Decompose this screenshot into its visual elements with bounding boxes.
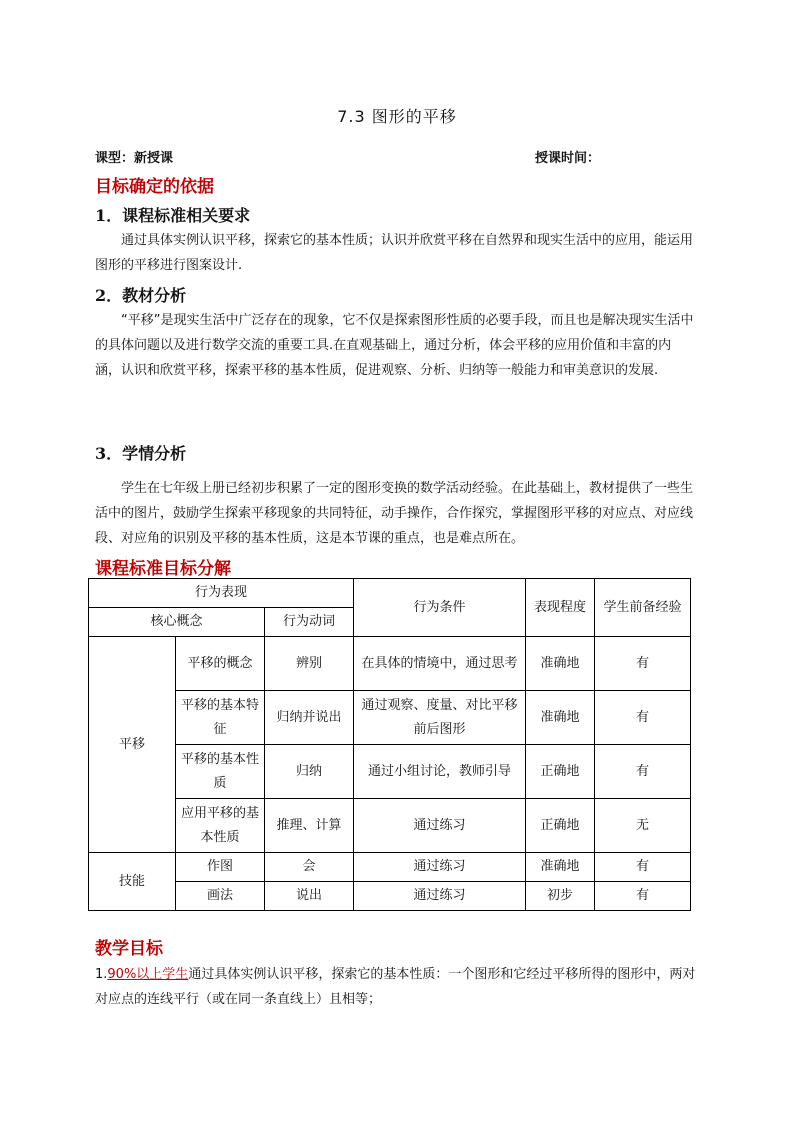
cell-verb: 辨别 [265,637,354,691]
cell-concept: 应用平移的基本性质 [176,799,265,853]
section-heading-decomposition: 课程标准目标分解 [95,559,231,579]
group-translation: 平移 [89,637,176,853]
cell-degree: 准确地 [526,637,595,691]
cell-prior: 无 [595,799,691,853]
table-row [89,882,691,911]
subheading-textbook: 2．教材分析 [95,286,187,305]
section-heading-basis: 目标确定的依据 [95,177,214,197]
teaching-goal-1 [95,962,705,1012]
cell-degree: 正确地 [526,799,595,853]
cell-concept: 平移的概念 [176,637,265,691]
cell-condition: 在具体的情境中，通过思考 [354,637,526,691]
header-core: 核心概念 [89,608,265,637]
cell-verb: 推理、计算 [265,799,354,853]
cell-prior: 有 [595,853,691,882]
cell-condition: 通过练习 [354,853,526,882]
paragraph-students: 学生在七年级上册已经初步积累了一定的图形变换的数学活动经验。在此基础上，教材提供了一些生活中的图片，鼓励学生探索平移现象的共同特征，动手操作，合作探究，掌握图形平移的对应点、对应线段、对应角的识别及平移的基本性质，这是本节课的重点，也是难点所在。 [95,481,694,546]
objectives-table [88,578,691,911]
header-degree: 表现程度 [526,579,595,637]
cell-concept: 平移的基本性质 [176,745,265,799]
table-row [89,637,691,691]
table-row [89,853,691,882]
table-row [89,799,691,853]
group-skill: 技能 [89,853,176,911]
subheading-standards: 1．课程标准相关要求 [95,206,251,225]
cell-concept: 画法 [176,882,265,911]
goal-number: 1. [95,967,108,982]
cell-verb: 归纳并说出 [265,691,354,745]
cell-degree: 准确地 [526,691,595,745]
header-condition: 行为条件 [354,579,526,637]
table-row [89,745,691,799]
cell-condition: 通过观察、度量、对比平移前后图形 [354,691,526,745]
cell-condition: 通过练习 [354,799,526,853]
table-row [89,691,691,745]
cell-concept: 作图 [176,853,265,882]
header-verb: 行为动词 [265,608,354,637]
paragraph-standards: 通过具体实例认识平移，探索它的基本性质；认识并欣赏平移在自然界和现实生活中的应用，能运用图形的平移进行图案设计. [95,233,694,273]
cell-condition: 通过小组讨论，教师引导 [354,745,526,799]
header-behavior: 行为表现 [89,579,354,608]
cell-degree: 正确地 [526,745,595,799]
subheading-students: 3．学情分析 [95,444,187,463]
cell-condition: 通过练习 [354,882,526,911]
page-title: 7.3 图形的平移 [337,107,457,126]
cell-prior: 有 [595,882,691,911]
cell-concept: 平移的基本特征 [176,691,265,745]
cell-verb: 会 [265,853,354,882]
cell-degree: 初步 [526,882,595,911]
section-heading-teaching-goals: 教学目标 [95,939,163,959]
cell-prior: 有 [595,691,691,745]
goal-text: 通过具体实例认识平移，探索它的基本性质：一个图形和它经过平移所得的图形中，两对对应点的连线平行（或在同一条直线上）且相等； [95,967,696,1007]
cell-verb: 说出 [265,882,354,911]
cell-degree: 准确地 [526,853,595,882]
lesson-type: 课型：新授课 [95,151,174,166]
cell-prior: 有 [595,637,691,691]
header-prior: 学生前备经验 [595,579,691,637]
paragraph-textbook: “平移”是现实生活中广泛存在的现象，它不仅是探索图形性质的必要手段，而且也是解决现实生活中的具体问题以及进行数学交流的重要工具.在直观基础上，通过分析，体会平移的应用价值和丰富的内涵，认识和欣赏平移，探索平移的基本性质，促进观察、分析、归纳等一般能力和审美意识的发展. [95,313,694,378]
cell-verb: 归纳 [265,745,354,799]
lesson-time: 授课时间： [535,151,601,166]
goal-highlight: 90%以上学生 [107,967,189,982]
cell-prior: 有 [595,745,691,799]
